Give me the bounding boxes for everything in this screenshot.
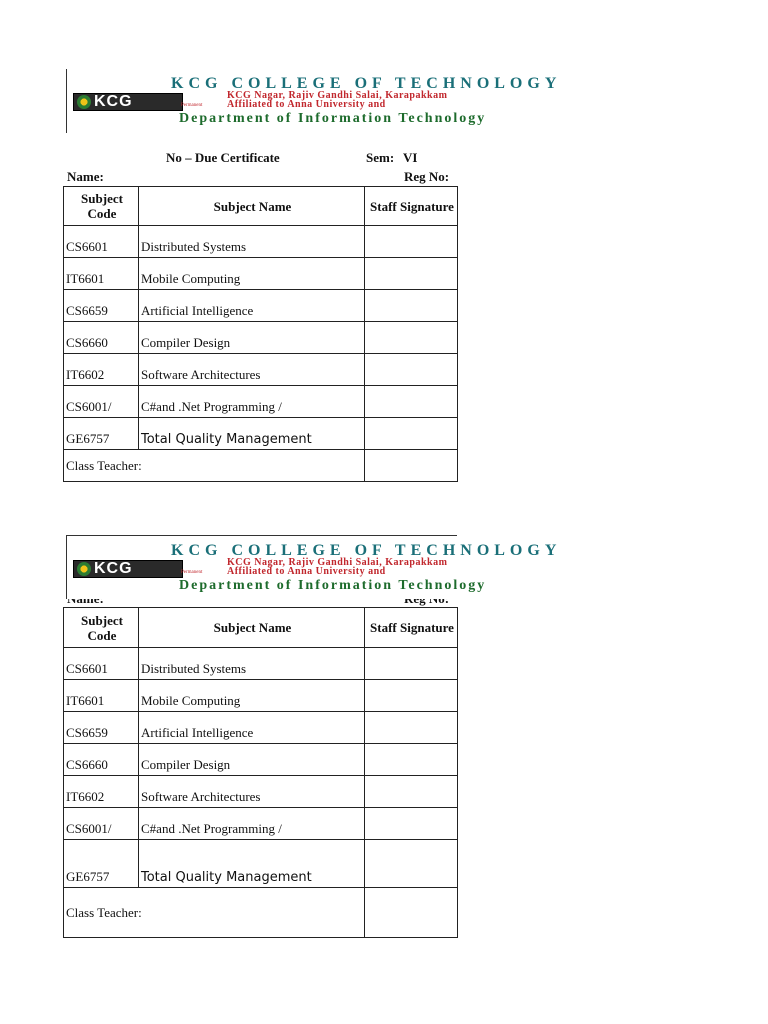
subject-code: CS6660 <box>64 322 139 354</box>
subject-name: Software Architectures <box>139 354 365 386</box>
department-name: Department of Information Technology <box>179 111 487 126</box>
subject-name: Total Quality Management <box>139 418 365 450</box>
subject-name: C#and .Net Programming / <box>139 386 365 418</box>
class-teacher-row <box>64 888 458 938</box>
table-row <box>64 712 458 744</box>
table-row <box>64 290 458 322</box>
signature-cell[interactable] <box>365 744 458 776</box>
subject-code: CS6659 <box>64 290 139 322</box>
class-teacher-signature-cell[interactable] <box>365 450 458 482</box>
subject-code: CS6001/ <box>64 808 139 840</box>
column-header-subject-code: Subject Code <box>64 187 139 226</box>
subject-code: GE6757 <box>64 840 139 888</box>
subject-name: Artificial Intelligence <box>139 290 365 322</box>
column-header-subject-code: Subject Code <box>64 608 139 648</box>
signature-cell[interactable] <box>365 648 458 680</box>
signature-cell[interactable] <box>365 226 458 258</box>
table-header-row <box>64 187 458 226</box>
signature-cell[interactable] <box>365 840 458 888</box>
semester-value: VI <box>403 150 418 165</box>
subject-name: Artificial Intelligence <box>139 712 365 744</box>
table-row <box>64 258 458 290</box>
subject-code: CS6601 <box>64 648 139 680</box>
signature-cell[interactable] <box>365 290 458 322</box>
signature-cell[interactable] <box>365 776 458 808</box>
college-name: KCG COLLEGE OF TECHNOLOGY <box>171 75 562 92</box>
column-header-subject-name: Subject Name <box>139 187 365 226</box>
no-due-table <box>63 607 458 938</box>
college-header <box>66 69 562 133</box>
table-row <box>64 680 458 712</box>
certificate-title: No – Due Certificate <box>166 150 280 165</box>
college-logo <box>73 93 183 111</box>
table-row <box>64 840 458 888</box>
signature-cell[interactable] <box>365 418 458 450</box>
logo-text: KCG <box>94 560 133 577</box>
college-header <box>66 535 562 599</box>
subject-name: Distributed Systems <box>139 226 365 258</box>
signature-cell[interactable] <box>365 680 458 712</box>
class-teacher-label: Class Teacher: <box>64 450 365 482</box>
signature-cell[interactable] <box>365 386 458 418</box>
subject-name: Distributed Systems <box>139 648 365 680</box>
class-teacher-label: Class Teacher: <box>64 888 365 938</box>
subject-code: CS6601 <box>64 226 139 258</box>
subject-code: IT6601 <box>64 680 139 712</box>
table-row <box>64 322 458 354</box>
column-header-staff-signature: Staff Signature <box>365 187 458 226</box>
subject-code: GE6757 <box>64 418 139 450</box>
subject-code: CS6659 <box>64 712 139 744</box>
subject-name: Total Quality Management <box>139 840 365 888</box>
reg-no-label: Reg No: <box>404 169 450 184</box>
subject-code: IT6601 <box>64 258 139 290</box>
subject-code: CS6660 <box>64 744 139 776</box>
college-address: KCG Nagar, Rajiv Gandhi Salai, Karapakkam <box>227 557 448 568</box>
subject-name: Mobile Computing <box>139 680 365 712</box>
signature-cell[interactable] <box>365 322 458 354</box>
table-row <box>64 226 458 258</box>
affiliation-prefix: Permanent <box>181 570 203 575</box>
no-due-table <box>63 186 458 482</box>
subject-code: IT6602 <box>64 354 139 386</box>
table-row <box>64 354 458 386</box>
table-row <box>64 744 458 776</box>
table-header-row <box>64 608 458 648</box>
logo-text: KCG <box>94 93 133 110</box>
subject-code: IT6602 <box>64 776 139 808</box>
affiliation-prefix: Permanent <box>181 103 203 108</box>
college-affiliation: Affiliated to Anna University and <box>227 566 386 577</box>
subject-name: Mobile Computing <box>139 258 365 290</box>
logo-emblem-icon <box>77 95 91 109</box>
subject-name: Compiler Design <box>139 744 365 776</box>
table-row <box>64 808 458 840</box>
signature-cell[interactable] <box>365 354 458 386</box>
college-name: KCG COLLEGE OF TECHNOLOGY <box>171 542 562 559</box>
logo-emblem-icon <box>77 562 91 576</box>
signature-cell[interactable] <box>365 712 458 744</box>
table-row <box>64 776 458 808</box>
subject-name: Software Architectures <box>139 776 365 808</box>
subject-name: C#and .Net Programming / <box>139 808 365 840</box>
class-teacher-row <box>64 450 458 482</box>
college-logo <box>73 560 183 578</box>
table-row <box>64 386 458 418</box>
table-row <box>64 648 458 680</box>
column-header-staff-signature: Staff Signature <box>365 608 458 648</box>
college-address: KCG Nagar, Rajiv Gandhi Salai, Karapakkam <box>227 90 448 101</box>
name-label: Name: <box>67 169 104 184</box>
subject-code: CS6001/ <box>64 386 139 418</box>
subject-name: Compiler Design <box>139 322 365 354</box>
table-row <box>64 418 458 450</box>
department-name: Department of Information Technology <box>179 578 487 593</box>
signature-cell[interactable] <box>365 258 458 290</box>
signature-cell[interactable] <box>365 808 458 840</box>
semester-label: Sem: <box>366 150 395 165</box>
class-teacher-signature-cell[interactable] <box>365 888 458 938</box>
column-header-subject-name: Subject Name <box>139 608 365 648</box>
college-affiliation: Affiliated to Anna University and <box>227 99 386 110</box>
